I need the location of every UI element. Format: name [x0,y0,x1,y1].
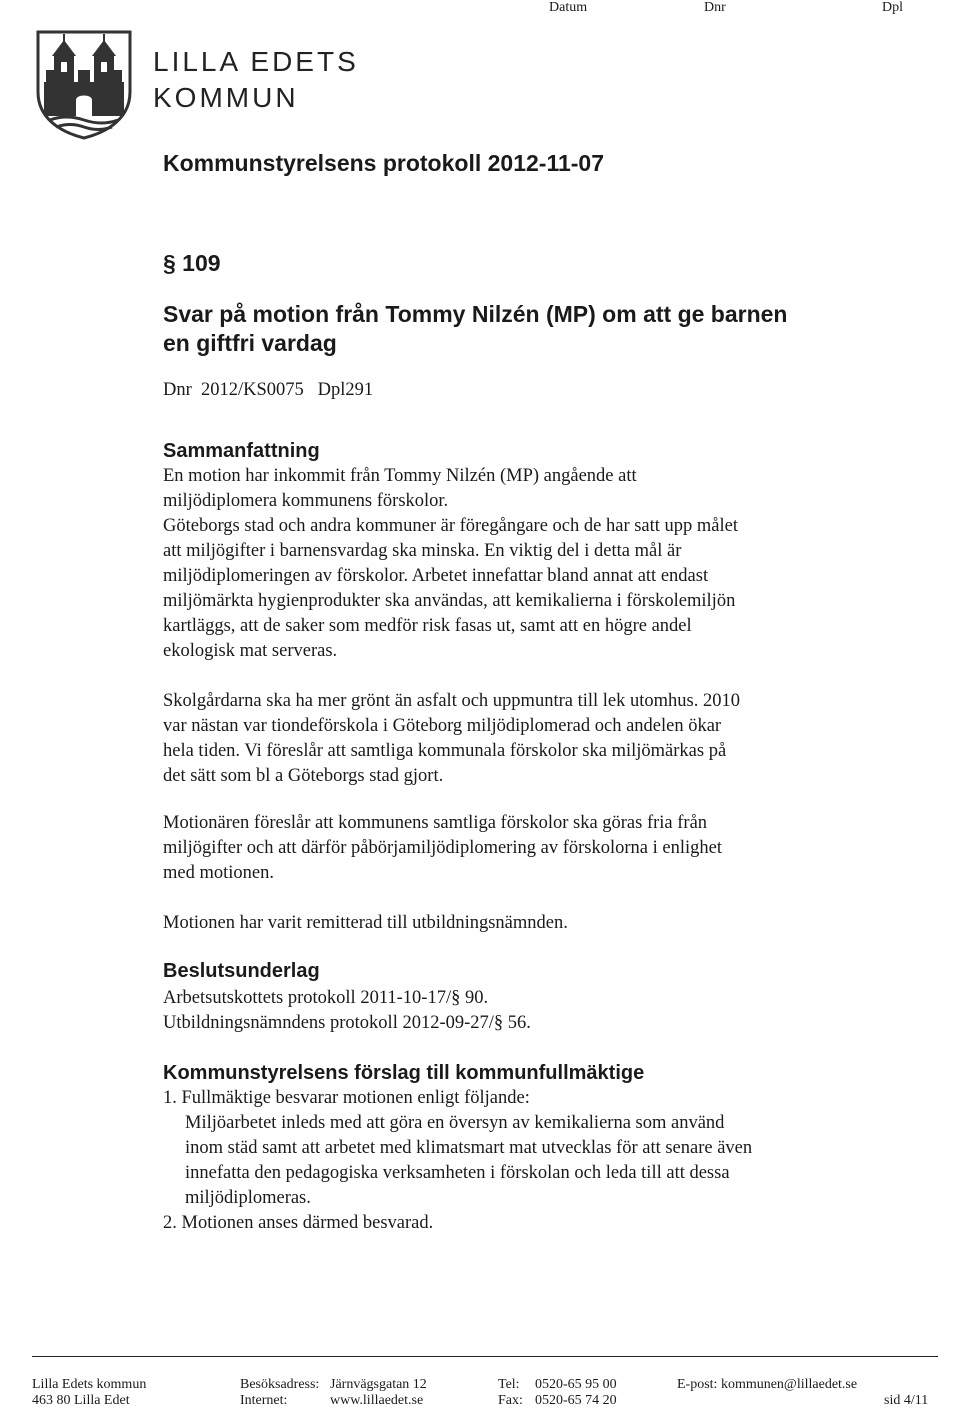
text-line: inom städ samt att arbetet med klimatsmart mat utvecklas för att senare även [185,1138,753,1158]
proposal-item-1-body [185,1111,752,1211]
text-line: En motion har inkommit från Tommy Nilzén (MP) angående att [163,466,637,486]
text-line: miljödiplomera kommunens förskolor. [163,491,449,511]
summary-paragraph-3 [163,811,722,886]
coat-of-arms-logo [36,30,132,140]
footer-divider [32,1356,938,1357]
summary-paragraph-1 [163,464,738,664]
text-line: miljödiplomeringen av förskolor. Arbetet innefattar bland annat att endast [163,566,709,586]
header-dnr-label: Dnr [704,0,726,15]
text-line: Göteborgs stad och andra kommuner är föregångare och de har satt upp målet [163,516,739,536]
footer-visit-value: Järnvägsgatan 12 [330,1377,427,1392]
logo-line-1: LILLA EDETS [153,46,359,77]
basis-list [163,986,531,1036]
footer-visit-label: Besöksadress: [240,1377,320,1392]
footer-web-label: Internet: [240,1393,288,1408]
section-number: § 109 [163,250,221,276]
document-title: Kommunstyrelsens protokoll 2012-11-07 [163,150,604,176]
text-line: Motionären föreslår att kommunens samtliga förskolor ska göras fria från [163,813,708,833]
proposal-item-1-lead: 1. Fullmäktige besvarar motionen enligt följande: [163,1088,530,1108]
footer-fax-label: Fax: [498,1393,523,1408]
footer-tel-value: 0520-65 95 00 [535,1377,617,1392]
section-heading-line-1: Svar på motion från Tommy Nilzén (MP) om att ge barnen [163,301,788,327]
summary-paragraph-2 [163,689,740,789]
text-line: miljögifter och att därför påbörjamiljödiplomering av förskolorna i enlighet [163,838,722,858]
basis-heading: Beslutsunderlag [163,960,320,982]
text-line: miljömärkta hygienprodukter ska användas, att kemikalierna i förskolemiljön [163,591,736,611]
text-line: var nästan var tiondeförskola i Göteborg miljödiplomerad och andelen ökar [163,716,722,736]
text-line: ekologisk mat serveras. [163,641,338,661]
text-line: med motionen. [163,863,274,883]
text-line: innefatta den pedagogiska verksamheten i förskolan och leda till att dessa [185,1163,730,1183]
logo-line-2: KOMMUN [153,82,299,113]
footer-org: Lilla Edets kommun [32,1377,147,1392]
page-number: sid 4/11 [884,1393,929,1408]
footer-postal: 463 80 Lilla Edet [32,1393,130,1408]
basis-item: Arbetsutskottets protokoll 2011-10-17/§ 90. [163,988,489,1008]
summary-heading: Sammanfattning [163,440,320,462]
footer-web-link[interactable]: www.lillaedet.se [330,1393,424,1408]
text-line: Skolgårdarna ska ha mer grönt än asfalt och uppmuntra till lek utomhus. 2010 [163,691,740,711]
proposal-item-2: 2. Motionen anses därmed besvarad. [163,1213,434,1233]
proposal-heading: Kommunstyrelsens förslag till kommunfullmäktige [163,1062,645,1084]
section-heading-line-2: en giftfri vardag [163,330,337,356]
text-line: miljödiplomeras. [185,1188,311,1208]
footer-fax-value: 0520-65 74 20 [535,1393,617,1408]
text-line: kartläggs, att de saker som medför risk fasas ut, samt att en högre andel [163,616,692,636]
text-line: det sätt som bl a Göteborgs stad gjort. [163,766,444,786]
text-line: att miljögifter i barnensvardag ska minska. En viktig del i detta mål är [163,541,682,561]
footer-email[interactable]: E-post: kommunen@lillaedet.se [677,1377,858,1392]
dnr-reference: Dnr 2012/KS0075 Dpl291 [163,380,374,400]
text-line: hela tiden. Vi föreslår att samtliga kommunala förskolor ska miljömärkas på [163,741,727,761]
header-datum-label: Datum [549,0,588,15]
summary-paragraph-4: Motionen har varit remitterad till utbildningsnämnden. [163,913,568,933]
header-dpl-label: Dpl [882,0,903,15]
basis-item: Utbildningsnämndens protokoll 2012-09-27/§ 56. [163,1013,531,1033]
text-line: Miljöarbetet inleds med att göra en översyn av kemikalierna som använd [185,1113,725,1133]
footer-tel-label: Tel: [498,1377,520,1392]
